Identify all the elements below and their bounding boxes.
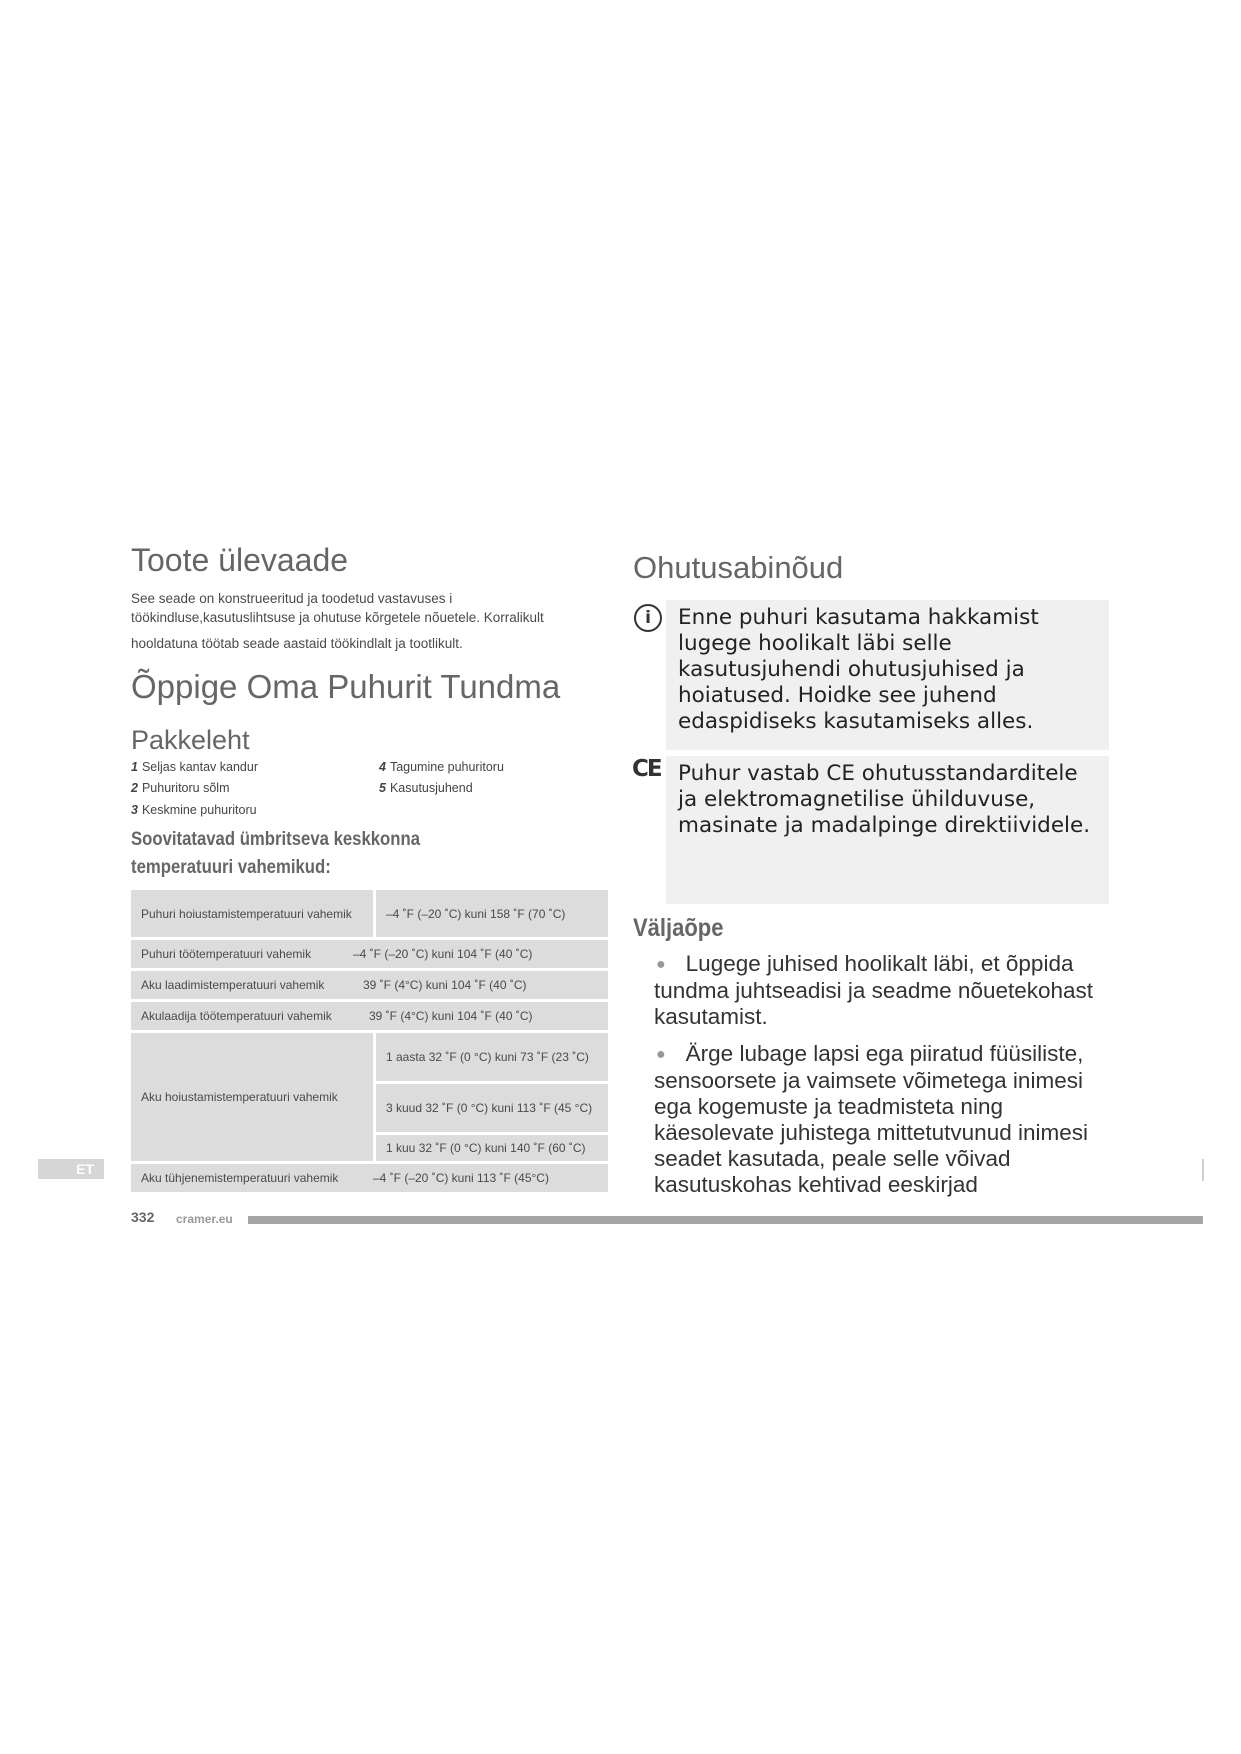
temperature-ranges-title: Soovitatavad ümbritseva keskkonna temperatuuri vahemikud:: [131, 829, 421, 878]
overview-line-3: hooldatuna töötab seade aastaid töökindlalt ja tootlikult.: [131, 636, 463, 651]
safety-title: Ohutusabinõud: [633, 550, 844, 585]
footer-url: cramer.eu: [176, 1212, 233, 1226]
package-item: 3 Keskmine puhuritoru: [131, 803, 257, 817]
table-row: [131, 971, 608, 999]
package-item: 4 Tagumine puhuritoru: [379, 760, 504, 774]
footer-divider: [248, 1216, 1203, 1224]
table-value-cell: –4 ˚F (–20 ˚C) kuni 158 ˚F (70 ˚C): [376, 890, 608, 937]
overview-paragraph: [131, 590, 621, 654]
table-value-cell: 1 aasta 32 ˚F (0 °C) kuni 73 ˚F (23 ˚C): [376, 1033, 608, 1081]
table-value: –4 ˚F (–20 ˚C) kuni 104 ˚F (40 ˚C): [353, 947, 533, 961]
table-value: –4 ˚F (–20 ˚C) kuni 113 ˚F (45°C): [373, 1171, 549, 1185]
table-value-cell: 1 kuu 32 ˚F (0 °C) kuni 140 ˚F (60 ˚C): [376, 1135, 608, 1161]
list-item: ● Lugege juhised hoolikalt läbi, et õppida tundma juhtseadisi ja seadme nõuetekohast kasutamist.: [654, 951, 1094, 1030]
package-title: Pakkeleht: [131, 725, 250, 755]
package-item: 2 Puhuritoru sõlm: [131, 781, 230, 795]
training-title: Väljaõpe: [633, 914, 724, 942]
table-value-cell: 3 kuud 32 ˚F (0 °C) kuni 113 ˚F (45 °C): [376, 1084, 608, 1132]
ce-mark-icon: CE: [632, 756, 661, 782]
package-item: 5 Kasutusjuhend: [379, 781, 473, 795]
table-row: [131, 940, 608, 968]
safety-ce-box: [666, 756, 1109, 904]
overview-line-1: See seade on konstrueeritud ja toodetud vastavuses i: [131, 591, 453, 606]
table-row: [131, 1164, 608, 1192]
table-label: Puhuri töötemperatuuri vahemik: [141, 947, 312, 961]
table-label: Aku laadimistemperatuuri vahemik: [141, 978, 325, 992]
table-value: 39 ˚F (4°C) kuni 104 ˚F (40 ˚C): [369, 1009, 533, 1023]
safety-info-text: Enne puhuri kasutama hakkamist lugege hoolikalt läbi selle kasutusjuhendi ohutusjuhised ja hoiatused. Hoidke see juhend edaspidiseks kasutamiseks alles.: [678, 605, 1039, 734]
table-label: Akulaadija töötemperatuuri vahemik: [141, 1009, 332, 1023]
bullet-icon: ●: [656, 1046, 666, 1064]
overview-title: Toote ülevaade: [131, 542, 349, 578]
overview-line-2: töökindluse,kasutuslihtsuse ja ohutuse kõrgetele nõuetele. Korralikult: [131, 609, 544, 625]
table-row: [131, 1002, 608, 1030]
learn-title: Õppige Oma Puhurit Tundma: [131, 668, 561, 705]
table-label: Aku tühjenemistemperatuuri vahemik: [141, 1171, 339, 1185]
bullet-icon: ●: [656, 956, 666, 974]
table-label-cell: Puhuri hoiustamistemperatuuri vahemik: [131, 890, 373, 937]
package-item: 1 Seljas kantav kandur: [131, 760, 258, 774]
info-icon: i: [634, 604, 662, 632]
safety-info-box: [666, 600, 1109, 750]
edge-marker: [1202, 1159, 1204, 1181]
table-value: 39 ˚F (4°C) kuni 104 ˚F (40 ˚C): [363, 978, 527, 992]
page-number: 332: [131, 1209, 155, 1225]
safety-ce-text: Puhur vastab CE ohutusstandarditele ja elektromagnetilise ühilduvuse, masinate ja madalpinge direktiividele.: [678, 761, 1091, 838]
list-item: ● Ärge lubage lapsi ega piiratud füüsiliste, sensoorsete ja vaimsete võimetega inimesi ega kogemuste ja teadmisteta ning käesolevate juhistega mittetutvunud inimesi seadet kasutada, peale selle võivad kasutuskohas kehtivad eeskirjad: [654, 1041, 1088, 1198]
language-tab: ET: [38, 1159, 104, 1179]
table-label-cell: Aku hoiustamistemperatuuri vahemik: [131, 1033, 373, 1161]
